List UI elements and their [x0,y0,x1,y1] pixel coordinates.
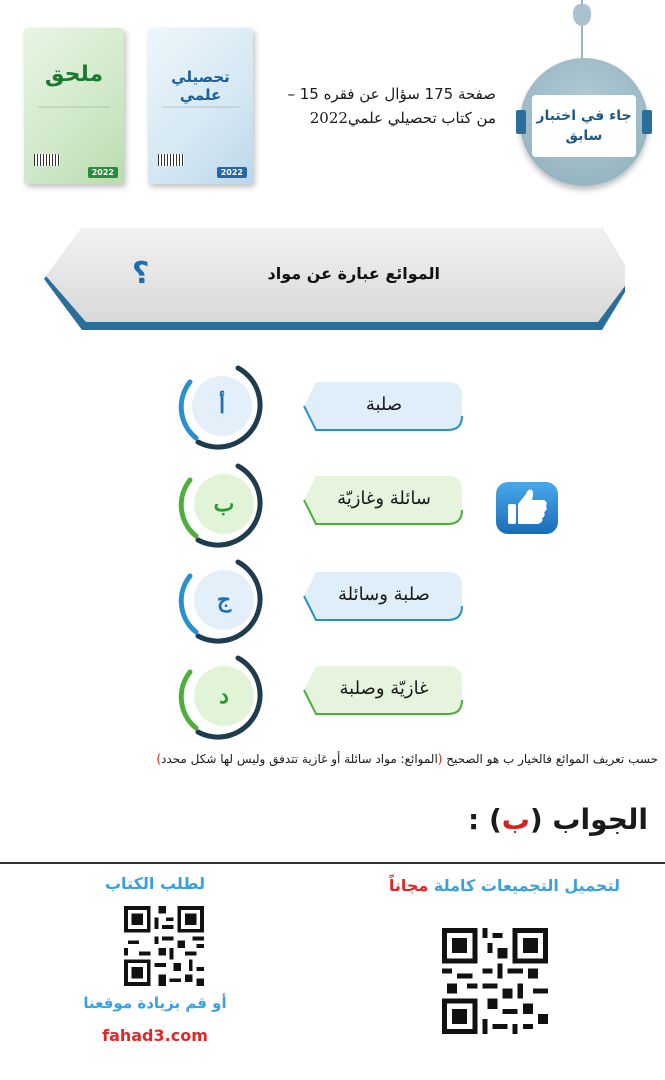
answer-explanation [10,752,658,766]
badge-ribbon [516,110,526,134]
explanation-paren: ) [156,752,162,766]
answer-prefix: الجواب [542,803,648,836]
download-qr-code[interactable] [442,928,548,1034]
explanation-main: حسب تعريف الموائع فالخيار ب هو الصحيح [442,752,658,766]
download-prompt [300,876,620,895]
explanation-detail: الموائع: مواد سائلة أو غازية تتدفق وليس لها شكل محدد [161,752,438,766]
answer-paren: ) [488,803,502,836]
barcode-icon [34,154,60,166]
book-decoration [38,106,110,138]
order-book-prompt: لطلب الكتاب [104,874,206,893]
book-decoration [162,106,239,138]
badge-label-line1: جاء في اختبار [536,108,632,124]
book-year: 2022 [217,167,247,178]
source-reference [286,82,496,130]
answer-letter: ب [501,803,530,836]
book-cover-mulhaq [24,28,124,184]
question-text: الموائع عبارة عن مواد [267,264,440,283]
badge-knot-icon [573,4,591,26]
book-title: تحصيلي علمي [171,68,230,104]
book-cover-tahsili [148,28,253,184]
badge-ribbon [642,110,652,134]
option-b-text[interactable]: سائلة وغازيّة [337,488,431,509]
source-reference-line1: صفحة 175 سؤال عن فقره 15 – [287,85,496,103]
book-title: ملحق [44,62,104,87]
option-c-text[interactable]: صلبة وسائلة [338,584,430,605]
option-letter-d: د [194,666,254,726]
website-link[interactable]: fahad3.com [102,1026,208,1045]
final-answer [440,803,648,836]
option-a-text[interactable]: صلبة [365,394,403,415]
order-qr-code[interactable] [124,906,204,986]
footer-divider [0,862,665,864]
download-free-label: مجاناً [388,876,429,895]
book-year: 2022 [88,167,118,178]
answer-suffix: : [467,803,489,836]
download-prompt-text: لتحميل التجميعات كاملة [428,876,620,895]
answer-paren: ( [529,803,543,836]
option-letter-a: أ [192,376,252,436]
option-letter-c: ج [194,570,254,630]
source-reference-line2: من كتاب تحصيلي علمي2022 [309,109,496,127]
option-d-text[interactable]: غازيّة وصلبة [339,678,429,699]
explanation-paren: ( [437,752,443,766]
visit-site-prompt: أو قم بزيادة موقعنا [83,994,227,1012]
option-letter-b: ب [194,474,254,534]
badge-label-line2: سابق [565,128,603,144]
question-mark-icon: ؟ [132,256,150,291]
badge-label [532,95,636,157]
thumbs-up-icon [494,480,560,536]
barcode-icon [158,154,184,166]
